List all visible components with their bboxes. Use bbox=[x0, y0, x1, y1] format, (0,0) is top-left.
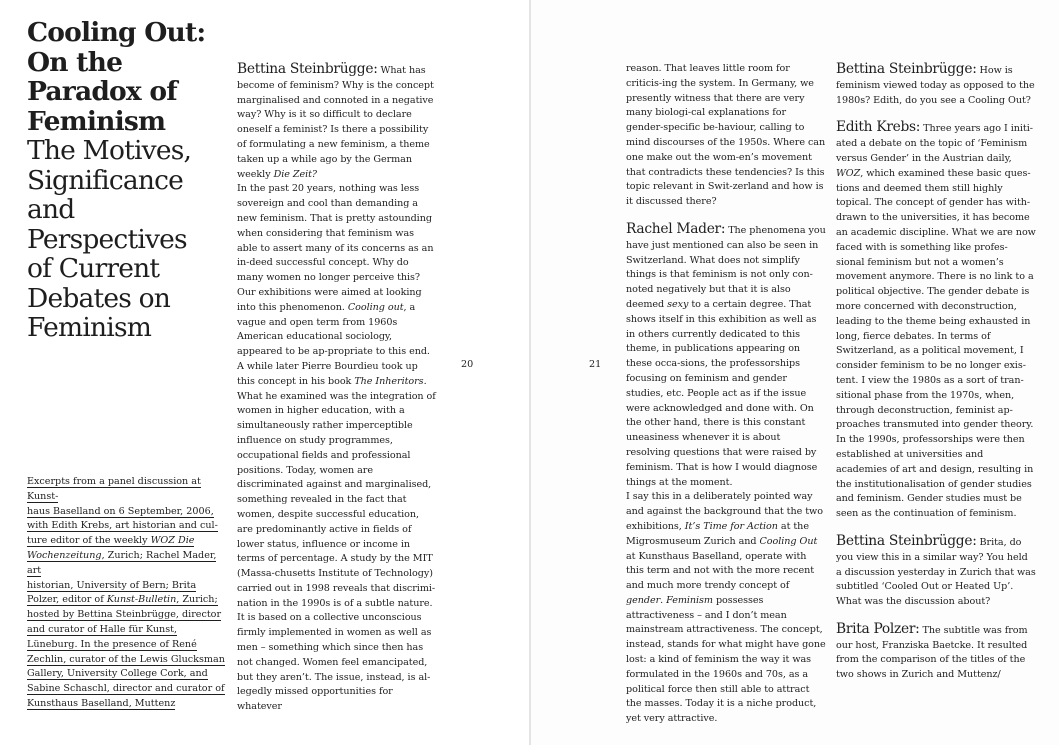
italic-text: Die Zeit? bbox=[273, 168, 318, 180]
page-number-left: 20 bbox=[461, 359, 474, 370]
caption-line: historian, University of Bern; Brita bbox=[27, 579, 197, 591]
caption-line: Gallery, University College Cork, and bbox=[27, 668, 208, 680]
caption-line: hosted by Bettina Steinbrügge, director bbox=[27, 609, 222, 621]
article-title bbox=[27, 18, 227, 343]
speaker-name: Bettina Steinbrügge: bbox=[237, 61, 378, 77]
speaker-name: Rachel Mader: bbox=[626, 220, 726, 237]
paragraph bbox=[836, 622, 1036, 683]
caption-text: , Zurich; bbox=[176, 594, 218, 606]
subtitle-line: Significance bbox=[27, 164, 184, 196]
subtitle-line: and bbox=[27, 194, 75, 225]
italic-text: The Inheritors bbox=[354, 375, 424, 387]
italic-text: WOZ bbox=[836, 167, 861, 179]
caption-italic: Wochenzeitung bbox=[27, 549, 102, 561]
paragraph bbox=[836, 534, 1036, 610]
caption-text: , Zurich; Rachel Mader, art bbox=[27, 549, 217, 576]
caption-line: Lüneburg. In the presence of René bbox=[27, 638, 197, 650]
speaker-name: Brita Polzer: bbox=[836, 620, 920, 637]
caption-line bbox=[27, 594, 218, 606]
page-number-right: 21 bbox=[589, 359, 602, 370]
text: . What he examined was the integration of women in higher education, with a simultaneously rather imperceptible influence on study programmes, occupational fields and professional positions. Today, women are discriminated against and marginalised, something revealed in the fact that women, despite successful education, are predominantly active in fields of lower status, influence or income in terms of percentage. A study by the MIT (Massa-chusetts Institute of Technology) carried out in 1998 reveals that discrimi-nation in the 1990s is of a subtle nature. It is based on a collective unconscious firmly implemented in women as well as men – something which since then has not changed. Women feel emancipated, but they aren’t. The issue, instead, is al-legedly missed opportunities for whatever bbox=[237, 375, 436, 713]
italic-text: gender bbox=[626, 594, 661, 606]
caption-line: Zechlin, curator of the Lewis Glucksman bbox=[27, 653, 225, 665]
caption-line bbox=[27, 550, 216, 577]
paragraph bbox=[626, 222, 826, 490]
caption-line: Sabine Schaschl, director and curator of bbox=[27, 683, 225, 695]
speaker-name: Bettina Steinbrügge: bbox=[836, 532, 977, 549]
text: at Kunsthaus Baselland, operate with this term and not with the more recent and much more trendy concept of bbox=[626, 550, 815, 592]
italic-text: Cooling Out bbox=[759, 535, 818, 547]
speaker-name: Bettina Steinbrügge: bbox=[836, 61, 977, 77]
title-line: Cooling Out: bbox=[27, 17, 206, 48]
italic-text: Cooling out bbox=[347, 301, 404, 313]
paragraph bbox=[836, 62, 1036, 108]
paragraph bbox=[836, 120, 1036, 522]
text: The phenomena you have just mentioned can also be seen in Switzerland. What does not simplify things is that feminism is not only con-noted negatively but that it is also deemed bbox=[626, 224, 826, 310]
italic-text: sexy bbox=[667, 298, 689, 310]
paragraph: reason. That leaves little room for criticis-ing the system. In Germany, we presently witness that there are very many biologi-cal explanations for gender-specific be-haviour, calling to mind discourses of the 1950s. Where can one make out the wom-en’s movement that contradicts these tendencies? Is this topic relevant in Swit-zerland and how is it discussed there? bbox=[626, 63, 826, 208]
caption-italic: Kunst-Bulletin bbox=[106, 594, 177, 606]
text: . bbox=[660, 594, 667, 606]
title-line: On the bbox=[27, 46, 123, 78]
text: , which examined these basic ques-tions and deemed them still highly topical. The concept of gender has with-drawn to the universities, it has become an academic discipline. What we are now faced with is something like profes-sional feminism but not a women’s movement anymore. There is no link to a political objective. The gender debate is more concerned with deconstruction, leading to the theme being exhausted in long, fierce debates. In terms of Switzerland, as a political movement, I consider feminism to be no longer exis-tent. I view the 1980s as a sort of tran-sitional phase from the 1970s, when, through deconstruction, feminist ap-proaches transmuted into gender theory. In the 1990s, professorships were then established at universities and academies of art and design, resulting in the institutionalisation of gender studies and feminism. Gender studies must be seen as the continuation of feminism. bbox=[836, 167, 1036, 520]
text: The subtitle was from our host, Franziska Baetcke. It resulted from the comparison of the titles of the two shows in Zurich and Muttenz/ bbox=[836, 624, 1028, 681]
caption-line: and curator of Halle für Kunst, bbox=[27, 623, 178, 635]
text-column-left bbox=[237, 62, 437, 715]
panel-caption bbox=[27, 475, 227, 712]
text: In the past 20 years, nothing was less sovereign and cool than demanding a new feminism. That is pretty astounding when considering that feminism was able to assert many of its concerns as an in-deed successful concept. Why do many women no longer perceive this? Our exhibitions were aimed at looking into this phenomenon. bbox=[237, 183, 434, 313]
text: How is feminism viewed today as opposed to the 1980s? Edith, do you see a Cooling Out? bbox=[836, 65, 1035, 106]
paragraph bbox=[626, 490, 826, 727]
caption-line: haus Baselland on 6 September, 2006, bbox=[27, 505, 214, 517]
caption-line: Excerpts from a panel discussion at Kunst- bbox=[27, 476, 201, 502]
text: possesses attractiveness – and I don’t mean mainstream attractiveness. The concept, instead, stands for what might have gone lost: a kind of feminism the way it was formulated in the 1960s and 70s, as a political force then still able to attract the masses. Today it is a niche product, yet very attractive. bbox=[626, 594, 826, 725]
text: to a certain degree. That shows itself in this exhibition as well as in others currently dedicated to this theme, in publications appearing on these occa-sions, the professorships focusing on feminism and gender studies, etc. People act as if the issue were acknowledged and done with. On the other hand, there is this constant uneasiness whenever it is about resolving questions that were raised by feminism. That is how I would diagnose things at the moment. bbox=[626, 298, 818, 488]
title-line: Paradox of bbox=[27, 76, 177, 107]
text-column-right bbox=[836, 62, 1036, 683]
caption-line bbox=[27, 535, 194, 547]
italic-text: Feminism bbox=[666, 594, 713, 606]
subtitle-line: Perspectives bbox=[27, 223, 187, 255]
text: Brita, do you view this in a similar way? You held a discussion yesterday in Zurich that was subtitled ‘Cooled Out or Heated Up’. What was the discussion about? bbox=[836, 536, 1036, 608]
caption-line: with Edith Krebs, art historian and cul- bbox=[27, 520, 218, 532]
text: , a vague and open term from 1960s American educational sociology, appeared to be ap-propriate to this end. A while later Pierre Bourdieu took up this concept in his book bbox=[237, 301, 430, 387]
caption-text: ture editor of the weekly bbox=[27, 535, 151, 547]
text: I say this in a deliberately pointed way and against the background that the two exhibitions, bbox=[626, 491, 823, 532]
text-column-middle bbox=[626, 62, 826, 727]
caption-text: Polzer, editor of bbox=[27, 594, 107, 606]
paragraph bbox=[237, 62, 437, 182]
subtitle-line: The Motives, bbox=[27, 135, 192, 166]
subtitle-line: Debates on bbox=[27, 282, 171, 314]
text: Three years ago I initi-ated a debate on the topic of ‘Feminism versus Gender’ in the Austrian daily, bbox=[836, 123, 1033, 164]
caption-line: Kunsthaus Baselland, Muttenz bbox=[27, 697, 176, 709]
text: at the Migrosmuseum Zurich and bbox=[626, 520, 809, 547]
subtitle-line: Feminism bbox=[27, 312, 152, 343]
title-line: Feminism bbox=[27, 105, 166, 137]
paragraph bbox=[237, 182, 437, 715]
speaker-name: Edith Krebs: bbox=[836, 119, 921, 136]
subtitle-line: of Current bbox=[27, 253, 160, 284]
caption-italic: WOZ Die bbox=[150, 535, 195, 547]
text: What has become of feminism? Why is the concept marginalised and connoted in a negative way? Why is it so difficult to declare oneself a feminist? Is there a possibility of formulating a new feminism, a theme taken up a while ago by the German weekly bbox=[237, 65, 434, 180]
italic-text: It’s Time for Action bbox=[684, 520, 778, 532]
